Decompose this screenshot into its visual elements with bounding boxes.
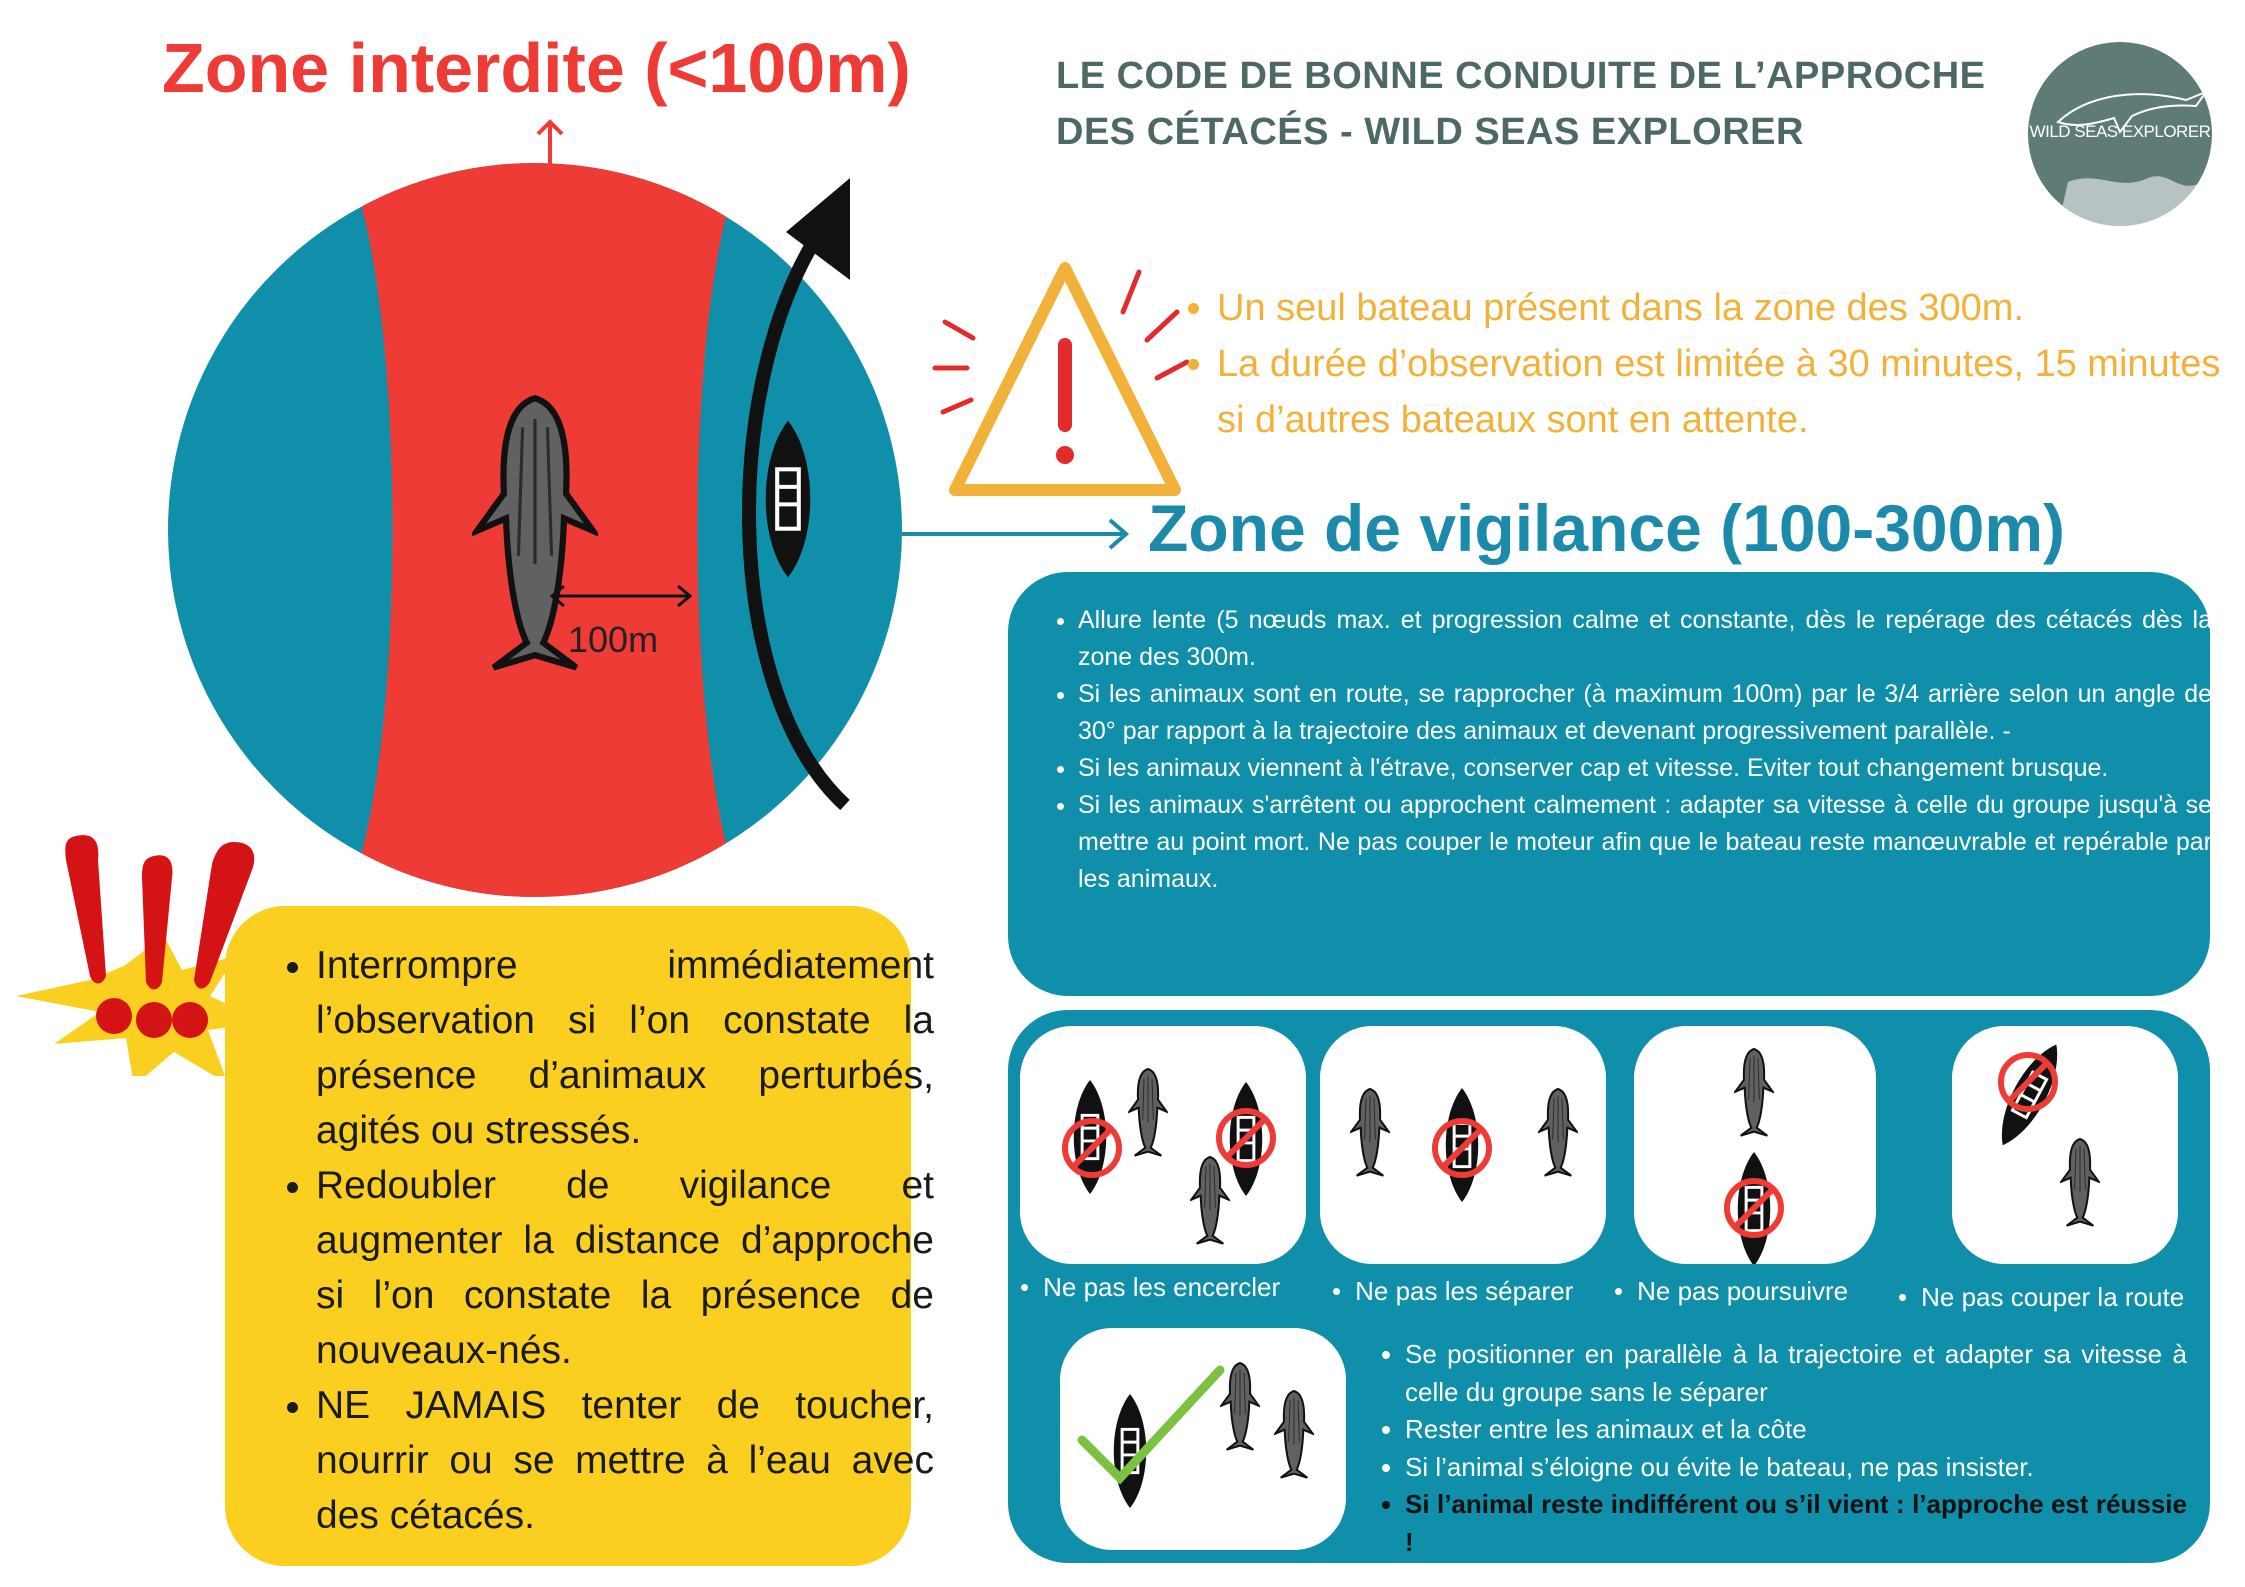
whale-icon [1129, 1069, 1166, 1156]
whale-icon [2061, 1139, 2098, 1226]
distance-label: 100m [568, 619, 659, 660]
panel-separate [1320, 1026, 1606, 1264]
checkmark-icon [1082, 1370, 1220, 1478]
panel-cut-route [1952, 1026, 2178, 1264]
list-item: • Rester entre les animaux et la côte [1405, 1411, 2187, 1449]
list-item: • Allure lente (5 nœuds max. et progression calme et constante, dès le repérage des cétacés dès la zone des 300m. [1078, 602, 2212, 676]
list-item: • Si les animaux s'arrêtent ou approchent calmement : adapter sa vitesse à celle du groupe jusqu'à se mettre au point mort. Ne pas couper le moteur afin que le bateau reste manœuvrable et repérable par les animaux. [1078, 787, 2212, 898]
list-item: • Un seul bateau présent dans la zone des 300m. [1217, 280, 2245, 336]
good-practice-list [1385, 1336, 2187, 1561]
caption-chase: • Ne pas poursuivre [1614, 1276, 1848, 1307]
list-item: • Redoubler de vigilance et augmenter la distance d’approche si l’on constate la présence de nouveaux-nés. [316, 1158, 934, 1378]
whale-icon [1735, 1049, 1772, 1136]
caption-cut-route: • Ne pas couper la route [1898, 1282, 2184, 1313]
list-item: • Se positionner en parallèle à la trajectoire et adapter sa vitesse à celle du groupe sans le séparer [1405, 1336, 2187, 1411]
whale-icon [1275, 1391, 1312, 1478]
list-item: • Si l’animal reste indifférent ou s’il vient : l’approche est réussie ! [1405, 1486, 2187, 1561]
caption-encircle: • Ne pas les encercler [1020, 1272, 1280, 1303]
warning-triangle-icon [925, 250, 1195, 510]
zone-interdite-title: Zone interdite (<100m) [162, 29, 911, 107]
right-arrow-icon [898, 512, 1138, 556]
panel-encircle [1020, 1026, 1306, 1264]
alert-list [268, 938, 934, 1543]
wild-seas-explorer-logo: WILD SEAS EXPLORER [2028, 42, 2212, 226]
list-item: • Si les animaux viennent à l'étrave, conserver cap et vitesse. Eviter tout changement brusque. [1078, 750, 2212, 787]
zones-diagram [160, 150, 920, 910]
list-item: • Interrompre immédiatement l’observation si l’on constate la présence d’animaux perturbés, agités ou stressés. [316, 938, 934, 1158]
panel-good-approach [1060, 1328, 1346, 1550]
caption-separate: • Ne pas les séparer [1332, 1276, 1573, 1307]
whale-icon [1351, 1089, 1388, 1176]
list-item: • Si l’animal s’éloigne ou évite le bateau, ne pas insister. [1405, 1449, 2187, 1487]
page-title: LE CODE DE BONNE CONDUITE DE L’APPROCHE DES CÉTACÉS - WILD SEAS EXPLORER [1056, 55, 1986, 153]
panel-chase [1634, 1026, 1876, 1264]
whale-icon [1221, 1363, 1258, 1450]
list-item: • NE JAMAIS tenter de toucher, nourrir ou se mettre à l’eau avec des cétacés. [316, 1378, 934, 1543]
warning-list [1172, 280, 2245, 448]
zone-vigilance-title: Zone de vigilance (100-300m) [1148, 491, 2066, 565]
whale-icon [1191, 1157, 1228, 1244]
whale-icon [1539, 1089, 1576, 1176]
list-item: • Si les animaux sont en route, se rapprocher (à maximum 100m) par le 3/4 arrière selon un angle de 30° par rapport à la trajectoire des animaux et devenant progressivement parallèle. - [1078, 676, 2212, 750]
list-item: • La durée d’observation est limitée à 30 minutes, 15 minutes si d’autres bateaux sont en attente. [1217, 336, 2245, 448]
vigilance-rules-list [1052, 602, 2212, 898]
